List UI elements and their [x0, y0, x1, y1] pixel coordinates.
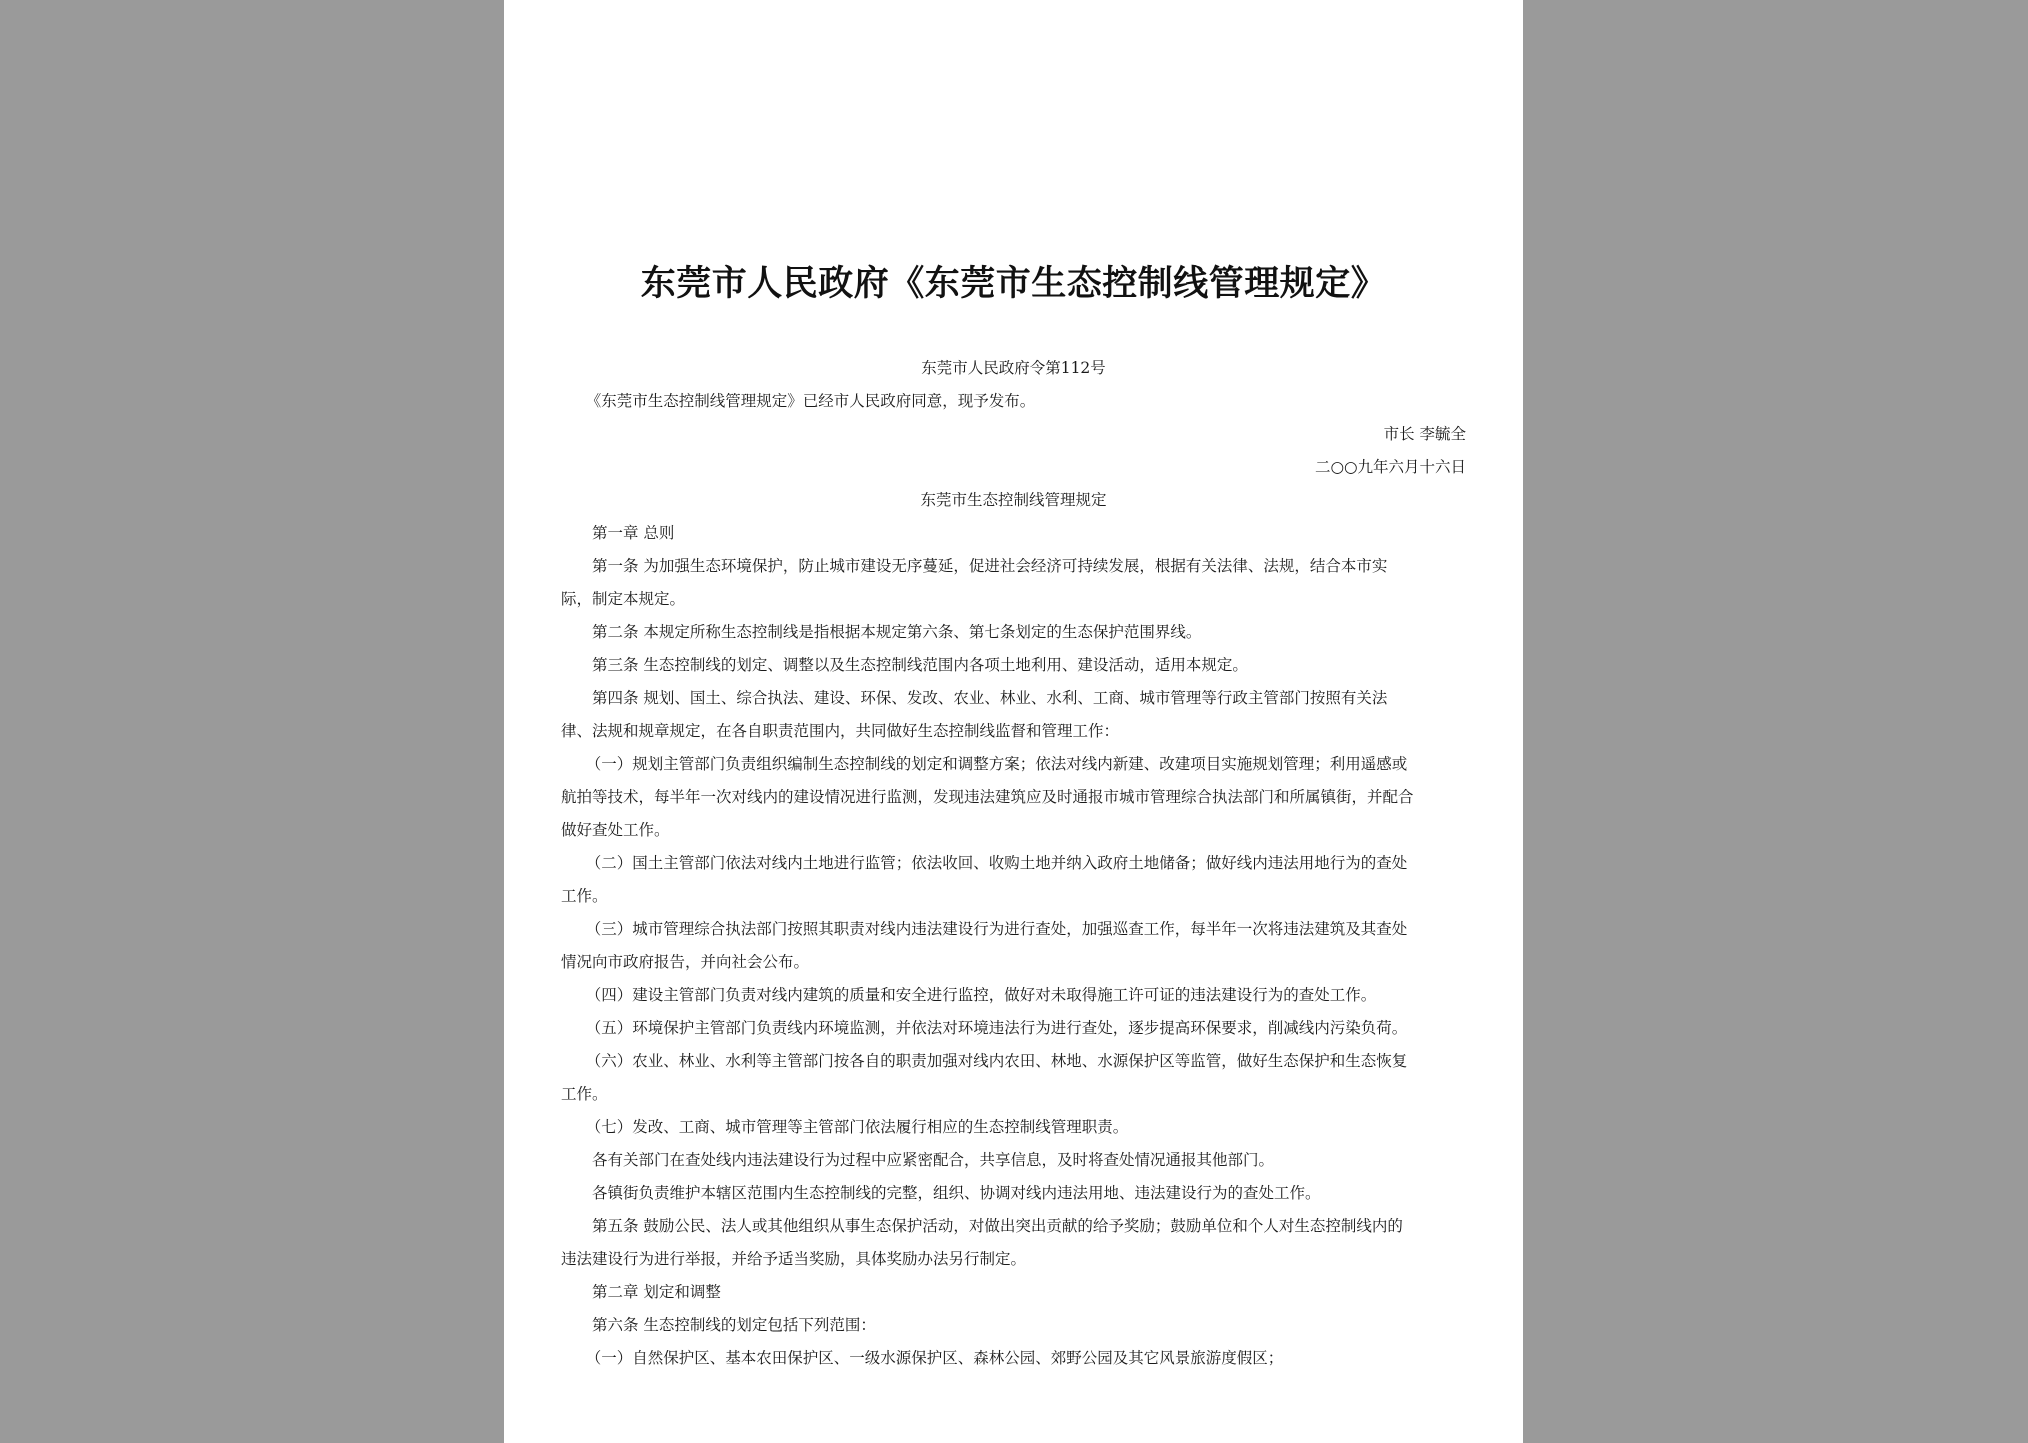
article-5: 第五条 鼓励公民、法人或其他组织从事生态保护活动，对做出突出贡献的给予奖励；鼓励单位和个人对生态控制线内的: [592, 1217, 1403, 1235]
document-title: 东莞市人民政府《东莞市生态控制线管理规定》: [640, 264, 1387, 304]
article-4-item-6-cont: 工作。: [561, 1085, 608, 1103]
article-5-cont: 违法建设行为进行举报，并给予适当奖励，具体奖励办法另行制定。: [561, 1250, 1027, 1268]
article-4-item-2: （二）国土主管部门依法对线内土地进行监管；依法收回、收购土地并纳入政府土地储备；做好线内违法用地行为的查处: [585, 854, 1408, 872]
document-body: [561, 352, 1466, 1375]
article-4-item-1: （一）规划主管部门负责组织编制生态控制线的划定和调整方案；依法对线内新建、改建项目实施规划管理；利用遥感或: [585, 755, 1408, 773]
article-4-item-7: （七）发改、工商、城市管理等主管部门依法履行相应的生态控制线管理职责。: [585, 1118, 1129, 1136]
announcement: 《东莞市生态控制线管理规定》已经市人民政府同意，现予发布。: [585, 392, 1036, 410]
chapter-heading: 第二章 划定和调整: [592, 1283, 721, 1301]
chapter-heading: 第一章 总则: [592, 524, 675, 542]
article-6: 第六条 生态控制线的划定包括下列范围：: [592, 1316, 876, 1334]
document-page: [504, 0, 1523, 1443]
article-1: 第一条 为加强生态环境保护，防止城市建设无序蔓延，促进社会经济可持续发展，根据有关法律、法规，结合本市实: [592, 557, 1388, 575]
article-3: 第三条 生态控制线的划定、调整以及生态控制线范围内各项土地利用、建设活动，适用本规定。: [592, 656, 1248, 674]
article-4-item-6: （六）农业、林业、水利等主管部门按各自的职责加强对线内农田、林地、水源保护区等监管，做好生态保护和生态恢复: [585, 1052, 1408, 1070]
article-4-paragraph: 各镇街负责维护本辖区范围内生态控制线的完整，组织、协调对线内违法用地、违法建设行为的查处工作。: [592, 1184, 1321, 1202]
article-2: 第二条 本规定所称生态控制线是指根据本规定第六条、第七条划定的生态保护范围界线。: [592, 623, 1202, 641]
article-4-item-5: （五）环境保护主管部门负责线内环境监测，并依法对环境违法行为进行查处，逐步提高环保要求，削减线内污染负荷。: [585, 1019, 1408, 1037]
article-4-cont: 律、法规和规章规定，在各自职责范围内，共同做好生态控制线监督和管理工作：: [561, 722, 1120, 740]
mayor-signature: 市长 李毓全: [1383, 425, 1466, 443]
article-4-paragraph: 各有关部门在查处线内违法建设行为过程中应紧密配合，共享信息，及时将查处情况通报其他部门。: [592, 1151, 1275, 1169]
article-4-item-4: （四）建设主管部门负责对线内建筑的质量和安全进行监控，做好对未取得施工许可证的违法建设行为的查处工作。: [585, 986, 1377, 1004]
issue-date: 二○○九年六月十六日: [1314, 458, 1466, 476]
regulation-title: 东莞市生态控制线管理规定: [920, 491, 1107, 509]
article-4: 第四条 规划、国土、综合执法、建设、环保、发改、农业、林业、水利、工商、城市管理等行政主管部门按照有关法: [592, 689, 1388, 707]
article-4-item-1-cont: 航拍等技术，每半年一次对线内的建设情况进行监测，发现违法建筑应及时通报市城市管理综合执法部门和所属镇街，并配合: [561, 788, 1414, 806]
article-4-item-3-cont: 情况向市政府报告，并向社会公布。: [561, 953, 810, 971]
article-4-item-1-cont: 做好查处工作。: [561, 821, 670, 839]
article-1-cont: 际，制定本规定。: [561, 590, 686, 608]
order-number: 东莞市人民政府令第112号: [921, 359, 1106, 377]
article-4-item-3: （三）城市管理综合执法部门按照其职责对线内违法建设行为进行查处，加强巡查工作，每半年一次将违法建筑及其查处: [585, 920, 1408, 938]
article-4-item-2-cont: 工作。: [561, 887, 608, 905]
article-6-item-1: （一）自然保护区、基本农田保护区、一级水源保护区、森林公园、郊野公园及其它风景旅游度假区；: [585, 1349, 1284, 1367]
